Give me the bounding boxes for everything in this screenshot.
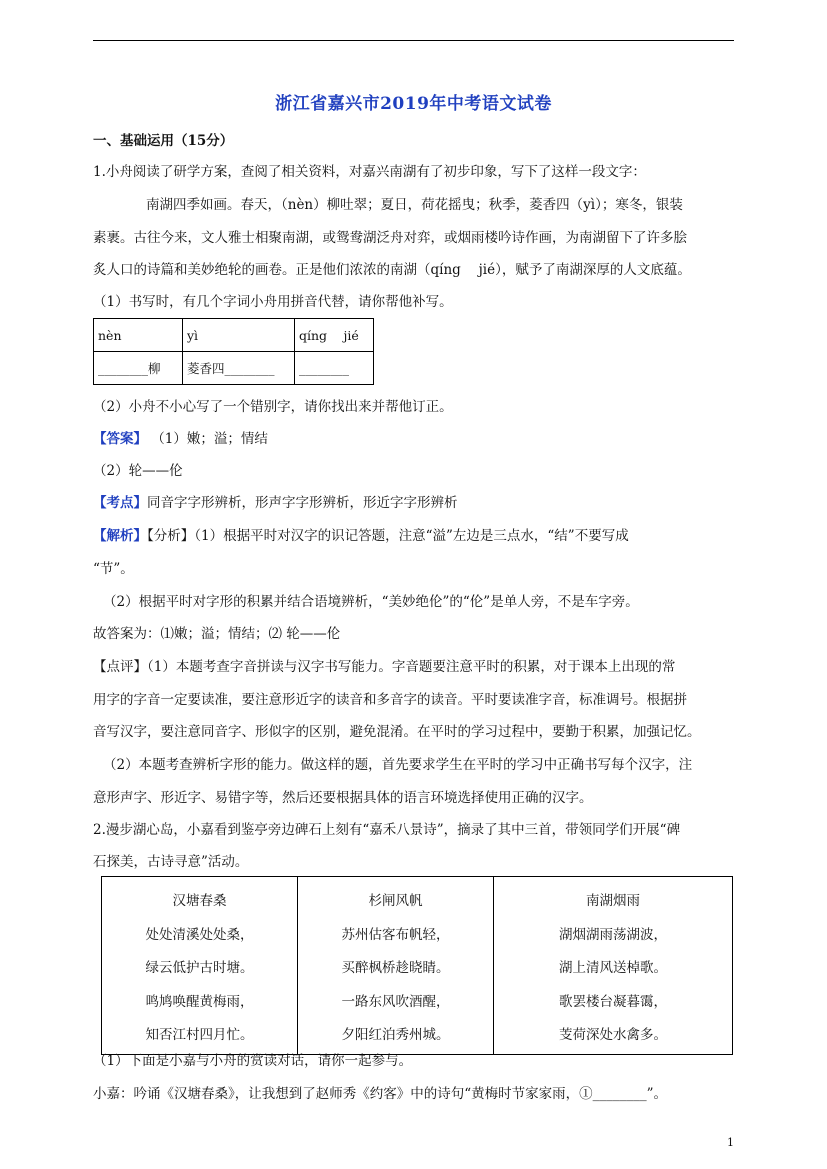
poem-line: 歌罢楼台凝暮霭， (559, 993, 667, 1010)
kaodian-line (93, 493, 738, 513)
passage-line: 炙人口的诗篇和美妙绝轮的画卷。正是他们浓浓的南湖（qíng jié），赋予了南湖深厚的人文底蕴。 (93, 262, 691, 278)
poem-line: 夕阳红泊秀州城。 (341, 1027, 450, 1043)
question-2-intro: 2.漫步湖心岛，小嘉看到鉴亭旁边碑石上刻有“嘉禾八景诗”，摘录了其中三首，带领同学们开展“碑 (93, 822, 681, 838)
dianping-line: 用字的字音一定要读准，要注意形近字的读音和多音字的读音。平时要读准字音，标准调号。根据拼 (93, 692, 687, 708)
poem-line: 买醉枫桥趁晓睛。 (341, 960, 450, 976)
poem-table (101, 876, 733, 1055)
header-rule (93, 40, 734, 41)
table-cell: ________ (295, 352, 374, 385)
dialog-line: 小嘉：吟诵《汉塘春桑》，让我想到了赵师秀《约客》中的诗句“黄梅时节家家雨，①________”。 (93, 1086, 668, 1102)
poem-title: 杉闸风帆 (368, 893, 423, 909)
sub-question-1: （1）书写时，有几个字词小舟用拼音代替，请你帮他补写。 (93, 294, 453, 310)
answer-tag: 【答案】 (93, 431, 147, 447)
table-header-cell: yì (183, 319, 295, 352)
poem-cell (494, 877, 733, 1055)
dianping-line: （2）本题考查辨析字形的能力。做这样的题，首先要求学生在平时的学习中正确书写每个汉字，注 (103, 757, 693, 773)
passage-line: 素裹。古往今来，文人雅士相聚南湖，或鸳鸯湖泛舟对弈，或烟雨楼吟诗作画，为南湖留下了许多脍 (93, 230, 687, 246)
question-1-intro: 1.小舟阅读了研学方案，查阅了相关资料，对嘉兴南湖有了初步印象，写下了这样一段文字： (93, 164, 646, 180)
poem-line: 苏州估客布帆轻， (341, 926, 450, 943)
poem-line: 绿云低护古时塘。 (145, 960, 254, 976)
kaodian-text: 同音字字形辨析，形声字字形辨析，形近字字形辨析 (147, 495, 458, 511)
table-cell: 菱香四________ (183, 352, 295, 385)
dianping-line: 意形声字、形近字、易错字等，然后还要根据具体的语言环境选择使用正确的汉字。 (93, 790, 593, 806)
passage-line: 南湖四季如画。春天，（nèn）柳吐翠；夏日，荷花摇曳；秋季，菱香四（yì）；寒冬，银装 (146, 197, 683, 213)
poem-line: 芰荷深处水禽多。 (559, 1027, 667, 1043)
poem-title: 汉塘春桑 (172, 893, 227, 909)
kaodian-tag: 【考点】 (93, 495, 147, 511)
poem-line: 一路东风吹酒醒， (341, 993, 450, 1010)
sub-question-2: （2）小舟不小心写了一个错别字，请你找出来并帮他订正。 (93, 399, 453, 415)
pinyin-table (93, 318, 374, 385)
dianping-line: 音写汉字，要注意同音字、形似字的区别，避免混淆。在平时的学习过程中，要勤于积累，加强记忆。 (93, 724, 701, 740)
jiexi-tag: 【解析】 (93, 528, 147, 544)
jiexi-text: 【分析】（1）根据平时对汉字的识记答题，注意“溢”左边是三点水，“结”不要写成 (147, 528, 629, 544)
jiexi-line: （2）根据平时对字形的积累并结合语境辨析，“美妙绝伦”的“伦”是单人旁，不是车字旁。 (103, 594, 639, 610)
jiexi-line (93, 526, 738, 546)
answer-line (93, 429, 738, 449)
table-cell: ________柳 (94, 352, 183, 385)
section-heading: 一、基础运用（15分） (93, 133, 234, 149)
poem-line: 知否江村四月忙。 (145, 1027, 254, 1043)
poem-line: 湖烟湖雨荡湖波， (559, 926, 667, 943)
page-title: 浙江省嘉兴市2019年中考语文试卷 (275, 94, 552, 114)
poem-line: 湖上清风送棹歌。 (559, 960, 667, 976)
poem-cell (102, 877, 298, 1055)
table-header-cell: qíng jié (295, 319, 374, 352)
poem-cell (298, 877, 494, 1055)
jiexi-line: “节”。 (93, 561, 134, 577)
poem-line: 处处清溪处处桑， (145, 926, 254, 943)
question-2-intro: 石探美，古诗寻意”活动。 (93, 854, 249, 870)
poem-title: 南湖烟雨 (586, 893, 640, 909)
dianping-line: 【点评】（1）本题考查字音拼读与汉字书写能力。字音题要注意平时的积累，对于课本上出现的常 (93, 659, 676, 675)
table-header-cell: nèn (94, 319, 183, 352)
poem-line: 鸣鸠唤醒黄梅雨， (145, 993, 254, 1010)
jiexi-line: 故答案为：⑴嫩；溢；情结；⑵ 轮——伦 (93, 626, 341, 642)
answer-line: （2）轮——伦 (93, 463, 183, 479)
sub-question-1: （1）下面是小嘉与小舟的赏读对话，请你一起参与。 (93, 1053, 413, 1069)
answer-text: （1）嫩；溢；情结 (151, 431, 268, 447)
page-number: 1 (727, 1136, 734, 1149)
